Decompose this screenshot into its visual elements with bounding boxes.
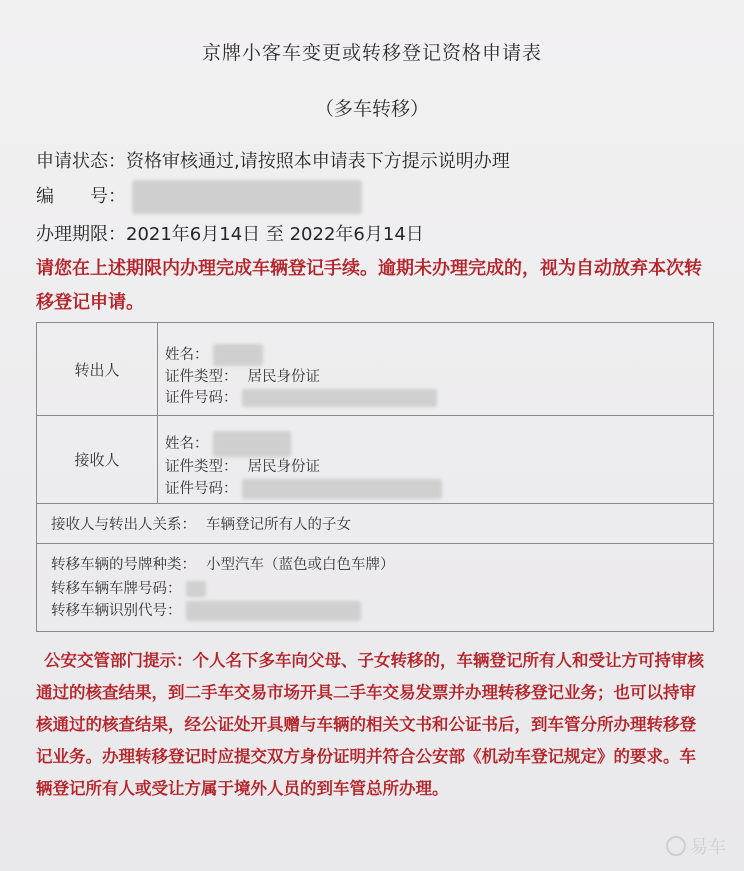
watermark — [666, 833, 726, 859]
vehicle-plate-number: 转移车辆车牌号码： — [51, 577, 206, 598]
vehicle-plate-type: 转移车辆的号牌种类： 小型汽车（蓝色或白色车牌） — [51, 557, 395, 573]
receiver-id-number: 证件号码： — [165, 477, 442, 499]
traffic-police-notice: 公安交管部门提示：个人名下多车向父母、子女转移的，车辆登记所有人和受让方可持审核通过的核查结果，到二手车交易市场开具二手车交易发票并办理转移登记业务；也可以持审核通过的核查结果，经公证处开具赠与车辆的相关文书和公证书后，到车管分所办理转移登记业务。办理转移登记时应提交双方身份证明并符合公安部《机动车登记规定》的要求。车辆登记所有人或受让方属于境外人员的到车管总所办理。 — [36, 651, 704, 798]
vehicle-vin: 转移车辆识别代号： — [51, 599, 361, 621]
transferor-header: 转出人 — [37, 323, 158, 415]
number-label: 编 号： — [36, 186, 126, 207]
transferor-id-number: 证件号码： — [165, 386, 437, 407]
watermark-logo-icon — [666, 836, 686, 856]
period-label: 办理期限： — [36, 224, 126, 245]
status-label: 申请状态： — [36, 151, 126, 172]
transferor-row — [37, 323, 713, 416]
period-value: 2021年6月14日 至 2022年6月14日 — [126, 224, 424, 245]
plate-number-redacted — [186, 581, 206, 597]
receiver-row — [37, 415, 713, 504]
form-title: 京牌小客车变更或转移登记资格申请表 — [201, 42, 542, 64]
transferor-id-redacted — [242, 389, 437, 407]
number-redacted — [132, 180, 362, 214]
status-value: 资格审核通过,请按照本申请表下方提示说明办理 — [126, 151, 510, 172]
relation-row — [37, 503, 713, 544]
status-line — [36, 147, 510, 173]
number-line — [36, 180, 362, 214]
transferor-name: 姓名： — [165, 343, 263, 366]
receiver-header: 接收人 — [37, 415, 158, 503]
period-line — [36, 220, 424, 246]
form-subtitle: （多车转移） — [314, 98, 429, 120]
vehicle-row — [37, 543, 713, 631]
deadline-warning: 请您在上述期限内办理完成车辆登记手续。逾期未办理完成的，视为自动放弃本次转移登记申请。 — [36, 258, 702, 313]
transferor-name-redacted — [213, 344, 263, 366]
relation-field: 接收人与转出人关系： 车辆登记所有人的子女 — [51, 517, 351, 533]
transferor-id-type: 证件类型： 居民身份证 — [165, 369, 320, 385]
receiver-name: 姓名： — [165, 431, 291, 457]
vin-redacted — [186, 601, 361, 621]
info-table — [36, 322, 714, 632]
receiver-name-redacted — [213, 431, 291, 457]
receiver-id-redacted — [242, 479, 442, 499]
receiver-id-type: 证件类型： 居民身份证 — [165, 459, 320, 475]
watermark-text: 易车 — [690, 837, 726, 858]
